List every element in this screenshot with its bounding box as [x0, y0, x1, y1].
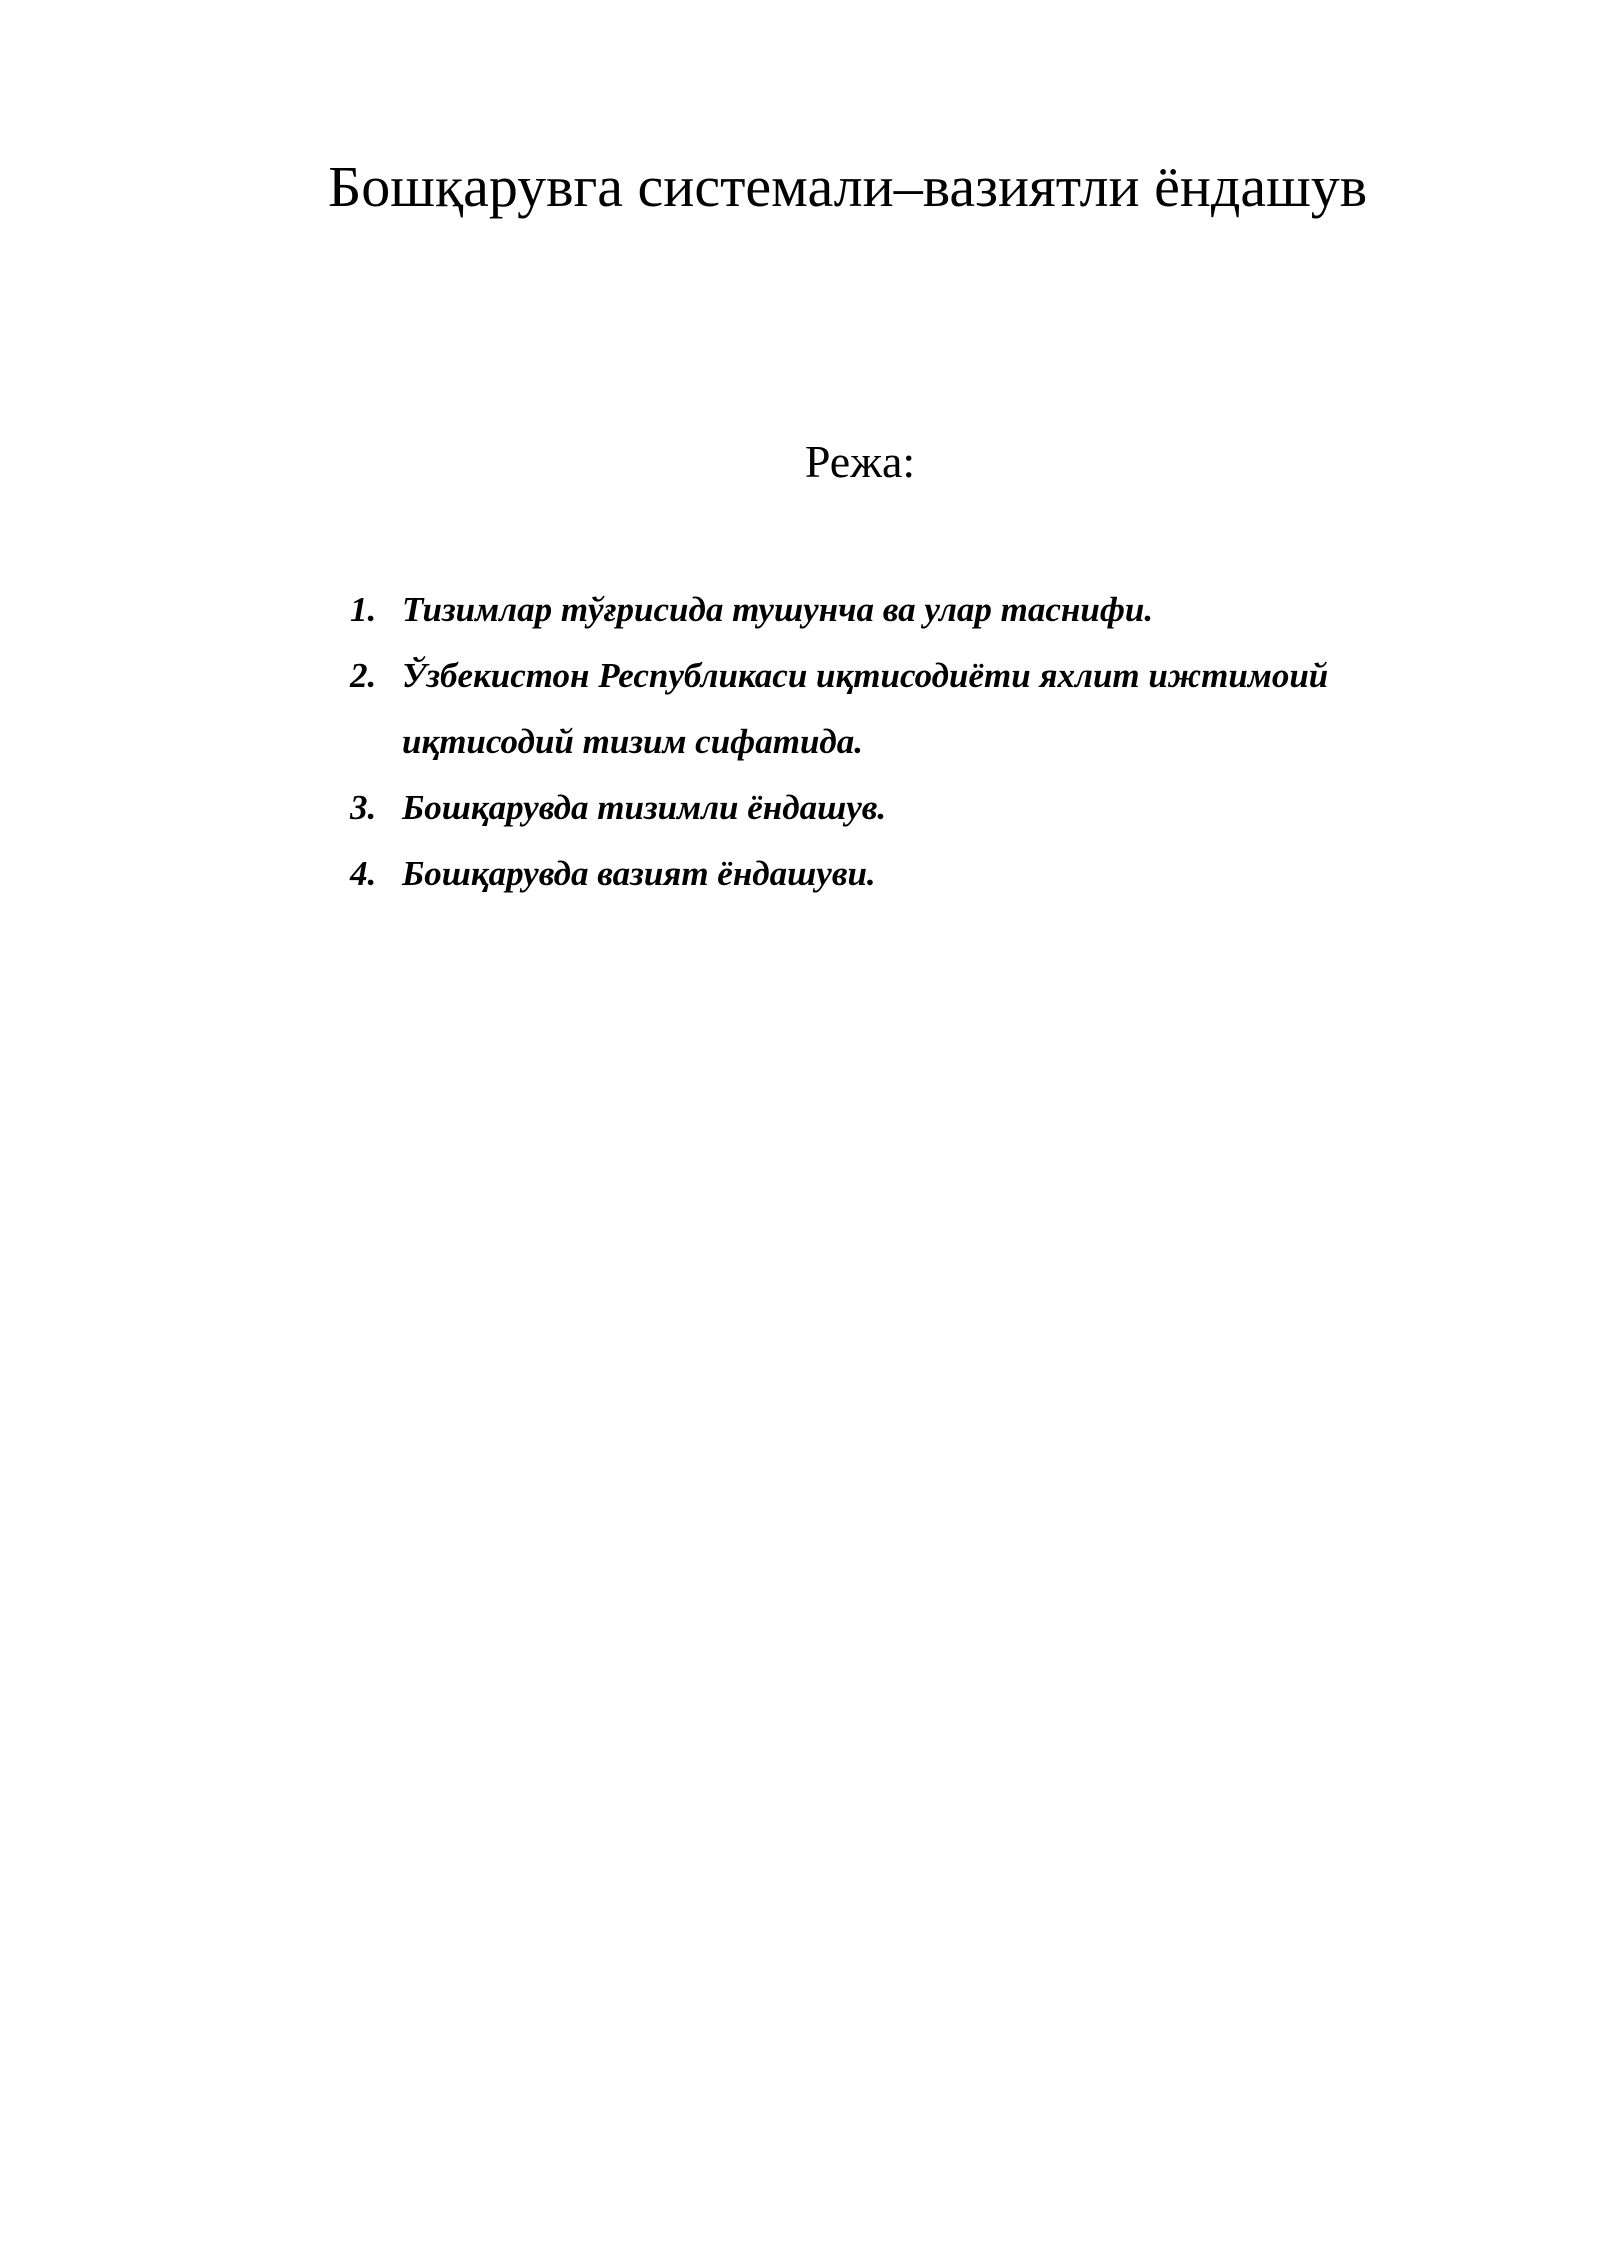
plan-item-2 — [350, 643, 1480, 775]
plan-heading: Режа: — [804, 436, 916, 487]
plan-item-number: 2. — [350, 656, 377, 695]
plan-item-number: 1. — [350, 590, 377, 629]
plan-item-4 — [350, 841, 1480, 907]
document-title: Бошқарувга системали–вазиятли ёндашув — [328, 154, 1368, 219]
plan-list — [350, 577, 1480, 907]
plan-item-text: Ўзбекистон Республикаси иқтисодиёти яхлит ижтимоий иқтисодий тизим сифатида. — [402, 656, 1329, 761]
plan-item-3 — [350, 775, 1480, 841]
plan-item-text: Бошқарувда вазият ёндашуви. — [402, 854, 876, 893]
plan-item-1 — [350, 577, 1480, 643]
plan-item-number: 3. — [350, 788, 377, 827]
plan-item-text: Тизимлар тўғрисида тушунча ва улар таснифи. — [402, 590, 1154, 629]
plan-item-number: 4. — [350, 854, 377, 893]
plan-item-text: Бошқарувда тизимли ёндашув. — [402, 788, 887, 827]
